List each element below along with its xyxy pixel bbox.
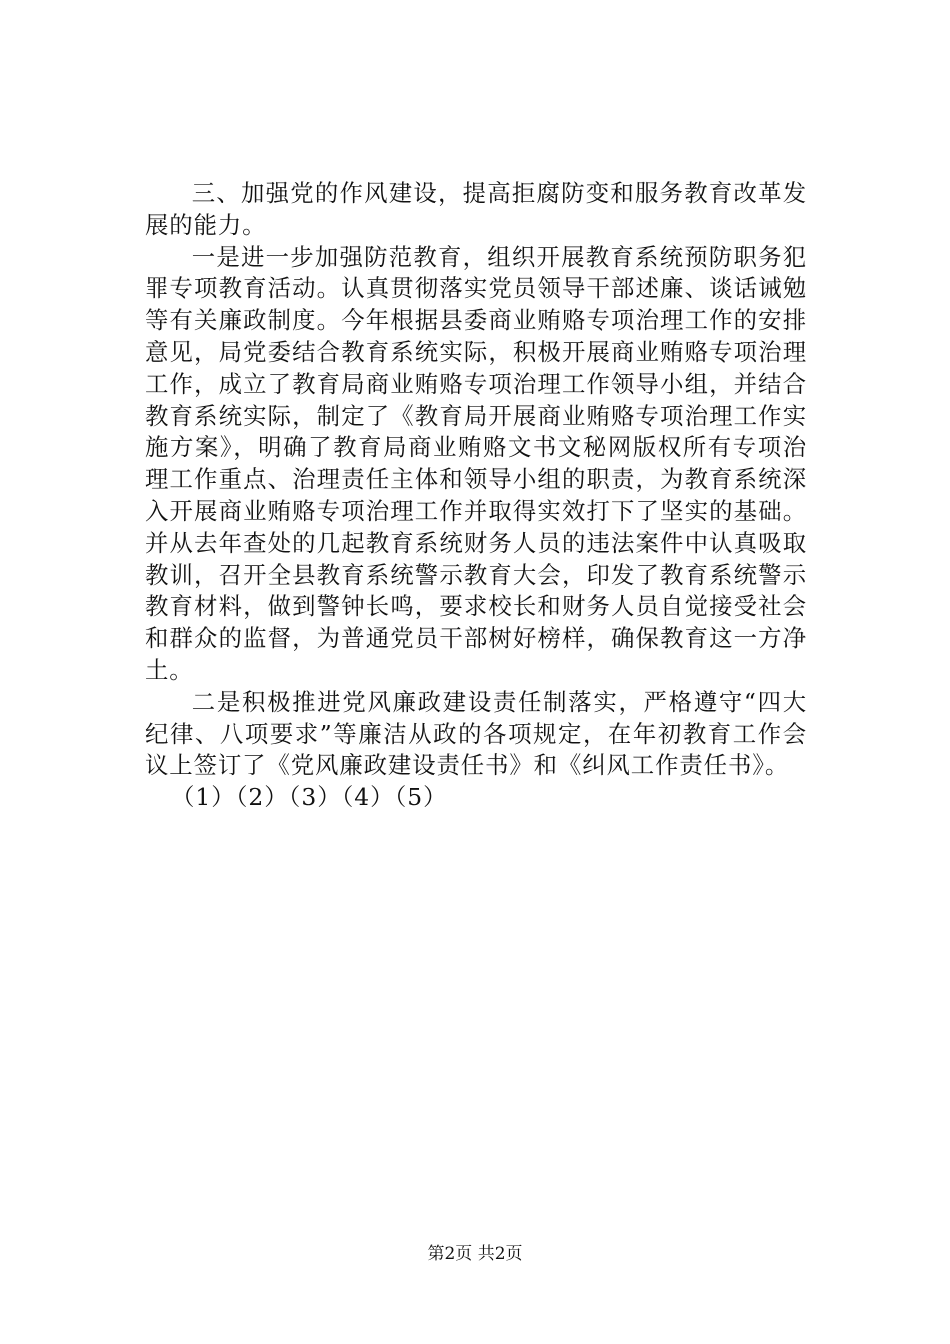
page-footer (0, 1243, 950, 1265)
body-paragraph-responsibility: 二是积极推进党风廉政建设责任制落实，严格遵守“四大纪律、八项要求”等廉洁从政的各项规定，在年初教育工作会议上签订了《党风廉政建设责任书》和《纠风工作责任书》。 (145, 687, 807, 780)
page-number-label: 第2页 共2页 (427, 1244, 523, 1264)
item-numbering: （1）（2）（3）（4）（5） (171, 783, 448, 812)
document-body (145, 178, 807, 814)
body-paragraph-education: 一是进一步加强防范教育，组织开展教育系统预防职务犯罪专项教育活动。认真贯彻落实党员领导干部述廉、谈话诫勉等有关廉政制度。今年根据县委商业贿赂专项治理工作的安排意见，局党委结合教育系统实际，积极开展商业贿赂专项治理工作，成立了教育局商业贿赂专项治理工作领导小组，并结合教育系统实际，制定了《教育局开展商业贿赂专项治理工作实施方案》，明确了教育局商业贿赂文书文秘网版权所有专项治理工作重点、治理责任主体和领导小组的职责，为教育系统深入开展商业贿赂专项治理工作并取得实效打下了坚实的基础。并从去年查处的几起教育系统财务人员的违法案件中认真吸取教训，召开全县教育系统警示教育大会，印发了教育系统警示教育材料，做到警钟长鸣，要求校长和财务人员自觉接受社会和群众的监督，为普通党员干部树好榜样，确保教育这一方净土。 (145, 242, 807, 684)
section-heading-paragraph: 三、加强党的作风建设，提高拒腐防变和服务教育改革发展的能力。 (145, 179, 807, 239)
